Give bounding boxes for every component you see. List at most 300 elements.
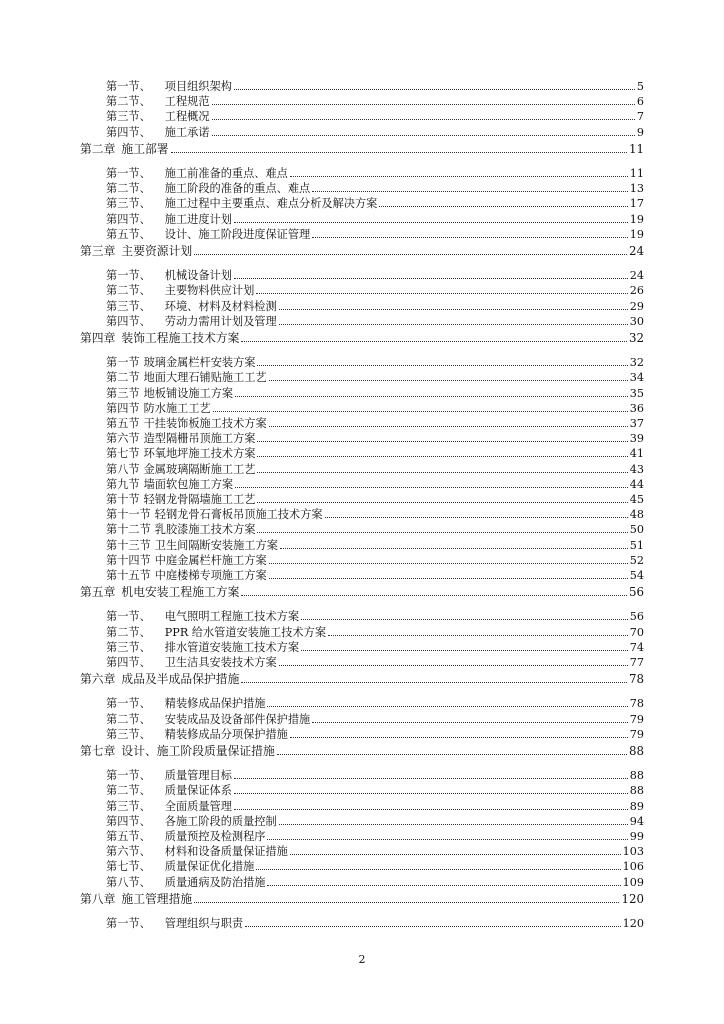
toc-entry-label: [106, 626, 326, 639]
toc-section-entry[interactable]: [106, 415, 644, 430]
toc-page-number: 43: [629, 462, 644, 476]
toc-entry-label: [106, 269, 232, 282]
toc-page-number: 37: [629, 417, 644, 430]
toc-dot-leader: [290, 737, 628, 738]
toc-dot-leader: [212, 119, 635, 120]
toc-entry-number: 第十二节: [106, 523, 151, 537]
toc-dot-leader: [257, 532, 627, 533]
toc-entry-number: 第七节: [106, 447, 140, 461]
toc-entry-title: 轻钢龙骨隔墙施工工艺: [143, 493, 256, 506]
toc-entry-title: 地面大理石铺贴施工工艺: [143, 371, 267, 385]
toc-section-entry[interactable]: [106, 767, 644, 782]
toc-section-entry[interactable]: [106, 430, 644, 445]
toc-entry-number: 第二节、: [106, 182, 151, 196]
toc-page-number: 52: [629, 553, 644, 567]
toc-dot-leader: [257, 502, 627, 503]
toc-entry-label: [106, 784, 232, 797]
toc-entry-title: 环境、材料及材料检测: [164, 299, 277, 313]
toc-page-number: 6: [636, 95, 644, 109]
toc-dot-leader: [279, 309, 628, 310]
toc-entry-title: 墙面软包施工方案: [143, 477, 234, 491]
toc-dot-leader: [234, 222, 628, 223]
toc-dot-leader: [212, 104, 635, 105]
toc-entry-label: [106, 554, 267, 567]
toc-entry-label: [106, 697, 265, 710]
toc-entry-title: 质量管理目标: [164, 769, 232, 783]
toc-section-entry[interactable]: [106, 567, 644, 582]
toc-entry-label: [106, 728, 288, 741]
toc-entry-title: 施工部署: [121, 141, 169, 156]
toc-section-entry[interactable]: [106, 874, 644, 889]
toc-page-number: 120: [621, 891, 644, 906]
toc-entry-title: 质量保证优化措施: [164, 860, 255, 874]
toc-entry-number: 第十五节: [106, 569, 151, 582]
toc-entry-number: 第二节、: [106, 712, 151, 726]
toc-page-number: 24: [628, 244, 644, 258]
toc-section-entry[interactable]: [106, 695, 644, 710]
toc-entry-number: 第三章: [80, 244, 116, 258]
toc-page-number: 30: [629, 314, 644, 328]
toc-section-entry[interactable]: [106, 385, 644, 400]
toc-entry-title: 施工前准备的重点、难点: [164, 167, 288, 180]
toc-page-number: 109: [622, 875, 644, 889]
toc-page-number: 26: [629, 284, 644, 298]
toc-dot-leader: [257, 441, 627, 442]
toc-entry-number: 第一节、: [106, 269, 151, 283]
toc-entry-title: 金属玻璃隔断施工工艺: [143, 462, 256, 476]
toc-entry-number: 第三节、: [106, 299, 151, 313]
toc-entry-label: [106, 300, 277, 313]
toc-entry-label: [106, 569, 267, 582]
toc-entry-number: 第四节、: [106, 656, 151, 669]
toc-entry-label: [106, 80, 232, 93]
toc-dot-leader: [279, 324, 628, 325]
toc-entry-label: [106, 478, 233, 491]
toc-dot-leader: [279, 665, 628, 666]
toc-section-entry[interactable]: [106, 78, 644, 93]
toc-dot-leader: [290, 176, 628, 177]
toc-entry-label: [106, 126, 210, 139]
toc-entry-number: 第十一节: [106, 508, 151, 522]
toc-dot-leader: [257, 472, 627, 473]
toc-section-entry[interactable]: [106, 354, 644, 369]
toc-page-number: 11: [629, 167, 644, 180]
toc-dot-leader: [234, 278, 628, 279]
toc-section-entry[interactable]: [106, 180, 644, 195]
toc-dot-leader: [269, 426, 628, 427]
toc-dot-leader: [256, 293, 627, 294]
toc-page-number: 78: [628, 672, 644, 687]
toc-entry-label: [106, 228, 310, 241]
toc-section-entry[interactable]: [106, 624, 644, 639]
toc-entry-title: 机械设备计划: [164, 269, 232, 283]
toc-dot-leader: [194, 254, 627, 255]
toc-dot-leader: [379, 206, 627, 207]
toc-entry-title: 质量预控及检测程序: [164, 830, 266, 843]
toc-dot-leader: [257, 365, 627, 366]
toc-dot-leader: [241, 682, 627, 683]
toc-entry-title: 全面质量管理: [164, 799, 232, 813]
toc-entry-label: [106, 508, 323, 521]
toc-entry-number: 第一节: [106, 356, 140, 370]
toc-entry-number: 第四章: [80, 331, 116, 345]
toc-entry-title: 机电安装工程施工方案: [121, 585, 240, 600]
toc-page-number: 48: [629, 508, 644, 522]
toc-entry-title: 防水施工工艺: [143, 401, 211, 415]
toc-entry-label: [106, 284, 254, 297]
toc-entry-number: 第九节: [106, 477, 140, 491]
toc-section-entry[interactable]: [106, 165, 644, 180]
toc-dot-leader: [241, 341, 627, 342]
toc-dot-leader: [267, 706, 627, 707]
toc-entry-title: 工程规范: [164, 95, 210, 109]
toc-chapter-entry[interactable]: [80, 243, 644, 258]
toc-entry-title: 主要资源计划: [121, 244, 193, 258]
toc-entry-number: 第六节: [106, 432, 140, 446]
toc-entry-title: 地板铺设施工方案: [143, 386, 234, 400]
toc-section-entry[interactable]: [106, 267, 644, 282]
toc-entry-title: 施工管理措施: [121, 891, 193, 906]
toc-entry-label: [106, 167, 288, 180]
toc-entry-label: [80, 893, 192, 906]
toc-entry-label: [106, 402, 211, 415]
toc-section-entry[interactable]: [106, 506, 644, 521]
toc-entry-label: [106, 110, 210, 123]
toc-entry-label: [106, 830, 265, 843]
toc-entry-title: 材料和设备质量保证措施: [164, 845, 288, 859]
toc-dot-leader: [325, 517, 628, 518]
toc-page-number: 88: [629, 769, 644, 783]
toc-section-entry[interactable]: [106, 124, 644, 139]
toc-dot-leader: [277, 754, 627, 755]
toc-entry-label: [80, 586, 239, 599]
toc-entry-number: 第一节、: [106, 610, 151, 624]
toc-section-entry[interactable]: [106, 798, 644, 813]
toc-entry-number: 第五章: [80, 585, 116, 600]
toc-page-number: 29: [629, 299, 644, 313]
toc-page-number: 79: [629, 727, 644, 741]
toc-entry-label: [106, 493, 255, 506]
toc-chapter-entry[interactable]: [80, 141, 644, 156]
toc-entry-label: [106, 417, 267, 430]
toc-entry-label: [80, 745, 275, 758]
toc-entry-label: [106, 315, 277, 328]
toc-section-entry[interactable]: [106, 298, 644, 313]
toc-page-number: 44: [629, 477, 644, 491]
toc-page-number: 56: [629, 610, 644, 624]
toc-entry-number: 第五节、: [106, 227, 151, 241]
toc-entry-number: 第十节: [106, 493, 140, 506]
toc-page-number: 106: [622, 860, 644, 874]
toc-entry-label: [106, 182, 310, 195]
toc-chapter-entry[interactable]: [80, 671, 644, 686]
toc-entry-number: 第一节、: [106, 697, 151, 711]
toc-entry-number: 第六节、: [106, 845, 151, 859]
toc-entry-title: 精装修成品保护措施: [164, 697, 266, 711]
toc-dot-leader: [328, 635, 628, 636]
toc-dot-leader: [256, 869, 620, 870]
toc-entry-label: [106, 371, 267, 384]
toc-entry-title: PPR 给水管道安装施工技术方案: [164, 625, 327, 639]
toc-entry-title: 施工阶段的准备的重点、难点: [164, 182, 311, 196]
toc-section-entry[interactable]: [106, 195, 644, 210]
toc-entry-number: 第三节: [106, 386, 140, 400]
toc-entry-label: [106, 641, 299, 654]
toc-entry-number: 第四节、: [106, 212, 151, 226]
toc-chapter-entry[interactable]: [80, 891, 644, 906]
toc-page-number: 5: [636, 80, 644, 93]
toc-page-number: 34: [629, 371, 644, 385]
toc-entry-number: 第二节、: [106, 625, 151, 639]
toc-section-entry[interactable]: [106, 654, 644, 669]
toc-entry-number: 第十三节: [106, 538, 151, 552]
toc-entry-title: 轻钢龙骨石膏板吊顶施工技术方案: [154, 508, 323, 522]
toc-dot-leader: [234, 89, 635, 90]
toc-entry-number: 第一节、: [106, 167, 151, 180]
toc-entry-number: 第二节: [106, 371, 140, 385]
toc-entry-title: 质量通病及防治措施: [164, 875, 266, 889]
toc-entry-number: 第七章: [80, 744, 116, 758]
toc-section-entry[interactable]: [106, 491, 644, 506]
toc-entry-label: [80, 332, 239, 345]
toc-page-number: 24: [629, 269, 644, 283]
toc-dot-leader: [312, 722, 628, 723]
toc-entry-number: 第二节、: [106, 284, 151, 298]
toc-page-number: 88: [628, 744, 644, 758]
toc-section-entry[interactable]: [106, 282, 644, 297]
toc-entry-label: [106, 917, 243, 930]
toc-dot-leader: [245, 926, 621, 927]
toc-dot-leader: [269, 380, 628, 381]
toc-page-number: 103: [622, 845, 644, 859]
toc-dot-leader: [234, 809, 628, 810]
toc-dot-leader: [267, 839, 627, 840]
toc-dot-leader: [212, 135, 635, 136]
toc-entry-number: 第八节: [106, 462, 140, 476]
toc-entry-number: 第五节、: [106, 830, 151, 843]
toc-chapter-entry[interactable]: [80, 330, 644, 345]
toc-section-entry[interactable]: [106, 108, 644, 123]
toc-entry-number: 第三节、: [106, 640, 151, 654]
toc-page-number: 17: [629, 197, 644, 211]
toc-page-number: 79: [629, 712, 644, 726]
toc-entry-title: 劳动力需用计划及管理: [164, 314, 277, 328]
toc-dot-leader: [301, 619, 628, 620]
toc-dot-leader: [241, 595, 627, 596]
toc-entry-number: 第四节、: [106, 814, 151, 828]
toc-entry-label: [106, 356, 255, 369]
toc-entry-label: [106, 656, 277, 669]
toc-entry-number: 第四节、: [106, 125, 151, 139]
page-number: 2: [358, 953, 366, 966]
toc-entry-label: [106, 447, 255, 460]
toc-page-number: 70: [629, 625, 644, 639]
toc-dot-leader: [235, 396, 628, 397]
toc-dot-leader: [312, 237, 628, 238]
toc-section-entry[interactable]: [106, 639, 644, 654]
toc-section-entry[interactable]: [106, 476, 644, 491]
toc-page-number: 9: [636, 125, 644, 139]
toc-entry-label: [106, 769, 232, 782]
toc-entry-title: 电气照明工程施工技术方案: [164, 610, 300, 624]
toc-page-number: 88: [629, 784, 644, 798]
toc-section-entry[interactable]: [106, 211, 644, 226]
toc-entry-label: [80, 673, 239, 686]
toc-page-number: 56: [628, 585, 644, 600]
toc-entry-title: 各施工阶段的质量控制: [164, 814, 277, 828]
toc-entry-title: 干挂装饰板施工技术方案: [143, 417, 267, 430]
toc-entry-number: 第十四节: [106, 553, 151, 567]
toc-entry-title: 环氧地坪施工技术方案: [143, 447, 256, 461]
toc-page-number: 54: [629, 569, 644, 582]
toc-section-entry[interactable]: [106, 608, 644, 623]
toc-section-entry[interactable]: [106, 858, 644, 873]
toc-entry-title: 成品及半成品保护措施: [121, 672, 240, 687]
toc-dot-leader: [234, 778, 628, 779]
toc-section-entry[interactable]: [106, 400, 644, 415]
toc-section-entry[interactable]: [106, 813, 644, 828]
toc-entry-title: 设计、施工阶段进度保证管理: [164, 227, 311, 241]
toc-page-number: 41: [629, 447, 644, 461]
toc-entry-title: 安装成品及设备部件保护措施: [164, 712, 311, 726]
toc-entry-label: [106, 876, 265, 889]
toc-section-entry[interactable]: [106, 313, 644, 328]
toc-section-entry[interactable]: [106, 521, 644, 536]
toc-entry-title: 精装修成品分项保护措施: [164, 727, 288, 741]
toc-chapter-entry[interactable]: [80, 743, 644, 758]
toc-entry-label: [80, 245, 192, 258]
toc-dot-leader: [269, 578, 628, 579]
toc-entry-label: [106, 432, 255, 445]
toc-dot-leader: [194, 902, 619, 903]
toc-entry-title: 玻璃金属栏杆安装方案: [143, 356, 256, 370]
toc-entry-number: 第二节、: [106, 95, 151, 109]
toc-page-number: 35: [629, 386, 644, 400]
toc-section-entry[interactable]: [106, 461, 644, 476]
toc-page-number: 99: [629, 830, 644, 843]
toc-entry-title: 乳胶漆施工技术方案: [154, 523, 256, 537]
toc-entry-label: [106, 815, 277, 828]
toc-entry-number: 第二章: [80, 141, 116, 156]
toc-dot-leader: [269, 563, 628, 564]
toc-entry-number: 第三节、: [106, 799, 151, 813]
toc-entry-label: [106, 463, 255, 476]
toc-section-entry[interactable]: [106, 445, 644, 460]
toc-dot-leader: [257, 456, 627, 457]
toc-page-number: 94: [629, 814, 644, 828]
toc-page-number: 7: [636, 110, 644, 124]
toc-section-entry[interactable]: [106, 828, 644, 843]
toc-entry-number: 第四节、: [106, 314, 151, 328]
toc-section-entry[interactable]: [106, 711, 644, 726]
toc-entry-title: 主要物料供应计划: [164, 284, 255, 298]
toc-dot-leader: [171, 152, 627, 153]
toc-page-number: 19: [629, 227, 644, 241]
toc-dot-leader: [234, 793, 628, 794]
toc-entry-number: 第六章: [80, 672, 116, 687]
toc-entry-number: 第一节、: [106, 80, 151, 93]
toc-entry-number: 第三节、: [106, 197, 151, 211]
toc-entry-label: [106, 523, 255, 536]
toc-entry-title: 施工承诺: [164, 125, 210, 139]
toc-page-number: 50: [629, 523, 644, 537]
toc-page-number: 45: [629, 493, 644, 506]
toc-section-entry[interactable]: [106, 726, 644, 741]
toc-page-number: 32: [628, 331, 644, 345]
toc-dot-leader: [235, 487, 628, 488]
toc-dot-leader: [312, 191, 628, 192]
toc-page-number: 77: [629, 656, 644, 669]
toc-dot-leader: [290, 854, 621, 855]
toc-entry-title: 卫生洁具安装技术方案: [164, 656, 277, 669]
toc-section-entry[interactable]: [106, 782, 644, 797]
toc-entry-title: 中庭金属栏杆施工方案: [154, 553, 267, 567]
toc-entry-title: 质量保证体系: [164, 784, 232, 798]
toc-section-entry[interactable]: [106, 369, 644, 384]
toc-entry-title: 设计、施工阶段质量保证措施: [121, 744, 275, 758]
toc-chapter-entry[interactable]: [80, 584, 644, 599]
toc-entry-label: [106, 800, 232, 813]
toc-entry-label: [106, 95, 210, 108]
toc-dot-leader: [301, 650, 628, 651]
toc-page-number: 19: [629, 212, 644, 226]
toc-entry-title: 卫生间隔断安装施工方案: [154, 538, 278, 552]
toc-entry-label: [106, 610, 299, 623]
toc-dot-leader: [267, 885, 620, 886]
toc-entry-number: 第四节: [106, 401, 140, 415]
toc-page-number: 36: [629, 401, 644, 415]
toc-page-number: 32: [629, 356, 644, 370]
toc-entry-number: 第二节、: [106, 784, 151, 798]
toc-page-number: 120: [622, 917, 644, 930]
toc-entry-number: 第一节、: [106, 769, 151, 783]
toc-page-number: 51: [629, 538, 644, 552]
toc-dot-leader: [280, 548, 628, 549]
toc-entry-label: [106, 845, 288, 858]
toc-entry-label: [106, 197, 377, 210]
toc-page-number: 78: [629, 697, 644, 711]
toc-entry-label: [106, 860, 254, 873]
toc-dot-leader: [213, 411, 628, 412]
toc-page-number: 74: [629, 640, 644, 654]
toc-entry-title: 中庭楼梯专项施工方案: [154, 569, 267, 582]
toc-entry-label: [106, 713, 310, 726]
toc-page-number: 13: [629, 182, 644, 196]
toc-entry-label: [106, 539, 278, 552]
toc-entry-label: [106, 213, 232, 226]
toc-section-entry[interactable]: [106, 93, 644, 108]
toc-entry-title: 装饰工程施工技术方案: [121, 331, 240, 345]
toc-entry-label: [80, 143, 169, 156]
toc-section-entry[interactable]: [106, 537, 644, 552]
toc-entry-label: [106, 387, 233, 400]
toc-section-entry[interactable]: [106, 226, 644, 241]
toc-section-entry[interactable]: [106, 552, 644, 567]
toc-section-entry[interactable]: [106, 915, 644, 930]
toc-entry-title: 施工进度计划: [164, 212, 232, 226]
toc-entry-title: 排水管道安装施工技术方案: [164, 640, 300, 654]
toc-entry-number: 第八节、: [106, 875, 151, 889]
toc-entry-number: 第七节、: [106, 860, 151, 874]
toc-entry-number: 第五节: [106, 417, 140, 430]
toc-entry-title: 施工过程中主要重点、难点分析及解决方案: [164, 197, 378, 211]
toc-entry-title: 造型隔栅吊顶施工方案: [143, 432, 256, 446]
toc-entry-title: 项目组织架构: [164, 80, 232, 93]
toc-entry-number: 第三节、: [106, 727, 151, 741]
toc-section-entry[interactable]: [106, 843, 644, 858]
toc-entry-number: 第八章: [80, 891, 116, 906]
toc-dot-leader: [279, 824, 628, 825]
